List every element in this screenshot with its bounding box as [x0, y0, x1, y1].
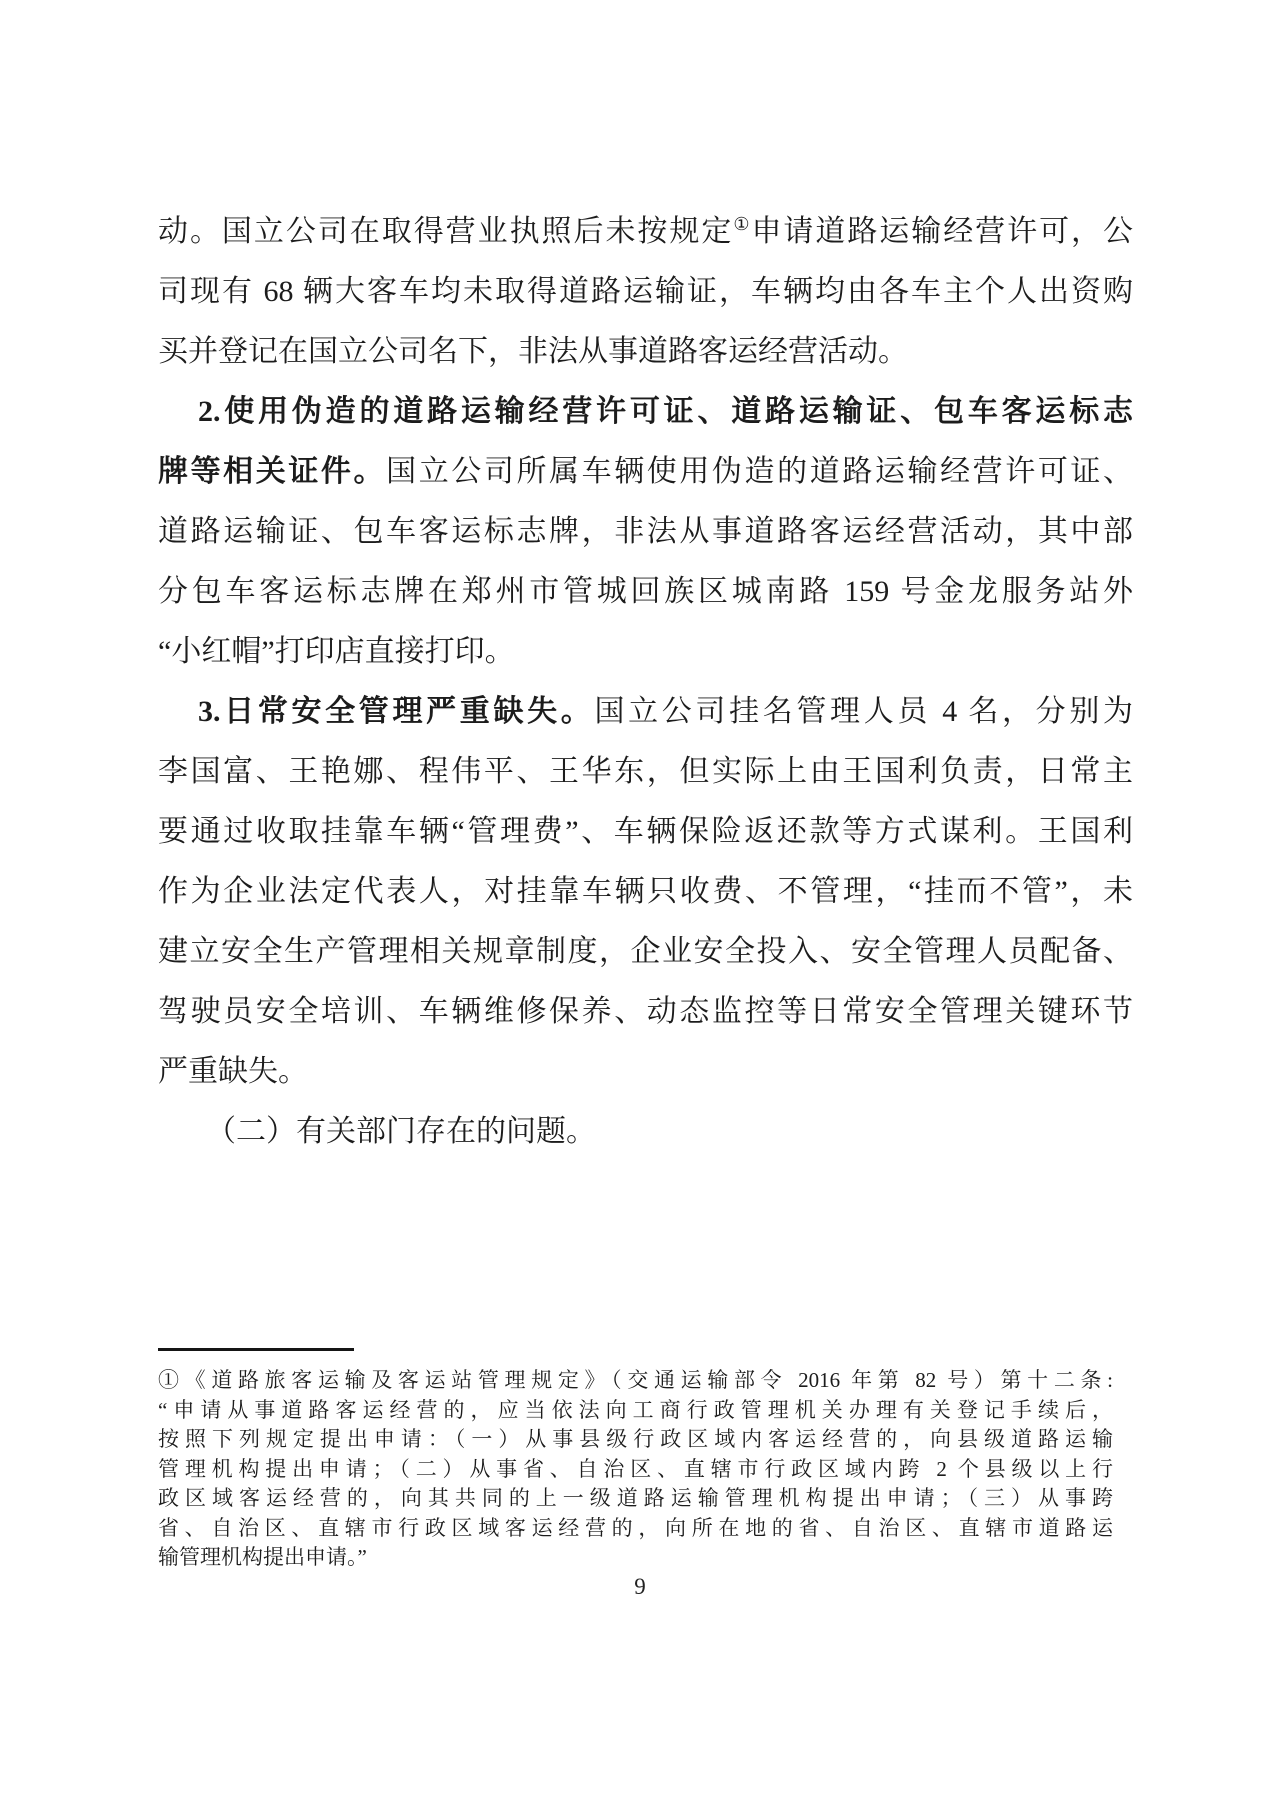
- text-line: 严重缺失。: [158, 1055, 308, 1088]
- text-line: 建立安全生产管理相关规章制度，企业安全投入、安全管理人员配备、: [158, 935, 1133, 968]
- footnote-line: 按照下列规定提出申请：（一）从事县级行政区域内客运经营的，向县级道路运输: [158, 1427, 1113, 1451]
- body-text-segment: 动。国立公司在取得营业执照后未按规定: [158, 215, 734, 248]
- bold-heading-segment: 3.日常安全管理严重缺失。: [198, 695, 595, 728]
- body-text-segment: 申请道路运输经营许可，公: [751, 215, 1134, 248]
- paragraph-2: [158, 382, 1133, 682]
- footnote-line: 政区域客运经营的，向其共同的上一级道路运输管理机构提出申请；（三）从事跨: [158, 1486, 1113, 1510]
- body-text-segment: 国立公司挂名管理人员 4 名，分别为: [594, 695, 1134, 728]
- text-line: 分包车客运标志牌在郑州市管城回族区城南路 159 号金龙服务站外: [158, 575, 1133, 608]
- paragraph-4: [158, 1102, 1133, 1162]
- text-line: [158, 442, 1133, 502]
- page-number: 9: [634, 1574, 646, 1599]
- text-line: 作为企业法定代表人，对挂靠车辆只收费、不管理，“挂而不管”，未: [158, 875, 1133, 908]
- body-text: [158, 202, 1133, 1162]
- text-line: 李国富、王艳娜、程伟平、王华东，但实际上由王国利负责，日常主: [158, 755, 1133, 788]
- text-line: 要通过收取挂靠车辆“管理费”、车辆保险返还款等方式谋利。王国利: [158, 815, 1133, 848]
- footnote-reference-icon: ①: [733, 214, 752, 234]
- footnote-separator: [158, 1348, 354, 1351]
- footnote-line: 输管理机构提出申请。”: [158, 1545, 367, 1569]
- footnote-line: “申请从事道路客运经营的，应当依法向工商行政管理机关办理有关登记手续后，: [158, 1397, 1113, 1422]
- text-line: [158, 382, 1133, 442]
- footnote-line: ①《道路旅客运输及客运站管理规定》（交通运输部令 2016 年第 82 号）第十二条:: [158, 1368, 1113, 1392]
- bold-heading-segment: 牌等相关证件。: [158, 455, 387, 488]
- text-line: 驾驶员安全培训、车辆维修保养、动态监控等日常安全管理关键环节: [158, 995, 1133, 1028]
- body-text-segment: 国立公司所属车辆使用伪造的道路运输经营许可证、: [386, 455, 1134, 488]
- bold-heading-segment: 2.使用伪造的道路运输经营许可证、道路运输证、包车客运标志: [198, 395, 1133, 428]
- text-line: 道路运输证、包车客运标志牌，非法从事道路客运经营活动，其中部: [158, 515, 1133, 548]
- footnote-line: 省、自治区、直辖市行政区域客运经营的，向所在地的省、自治区、直辖市道路运: [158, 1515, 1113, 1540]
- paragraph-1: [158, 202, 1133, 382]
- text-line: “小红帽”打印店直接打印。: [158, 635, 515, 668]
- footnote: [158, 1366, 1113, 1573]
- text-line: 司现有 68 辆大客车均未取得道路运输证，车辆均由各车主个人出资购: [158, 275, 1133, 308]
- text-line: （二）有关部门存在的问题。: [206, 1115, 596, 1148]
- text-line: [158, 682, 1133, 742]
- text-line: 买并登记在国立公司名下，非法从事道路客运经营活动。: [158, 335, 908, 368]
- paragraph-3: [158, 682, 1133, 1102]
- text-line: [158, 202, 1133, 262]
- footnote-line: 管理机构提出申请；（二）从事省、自治区、直辖市行政区域内跨 2 个县级以上行: [158, 1456, 1113, 1481]
